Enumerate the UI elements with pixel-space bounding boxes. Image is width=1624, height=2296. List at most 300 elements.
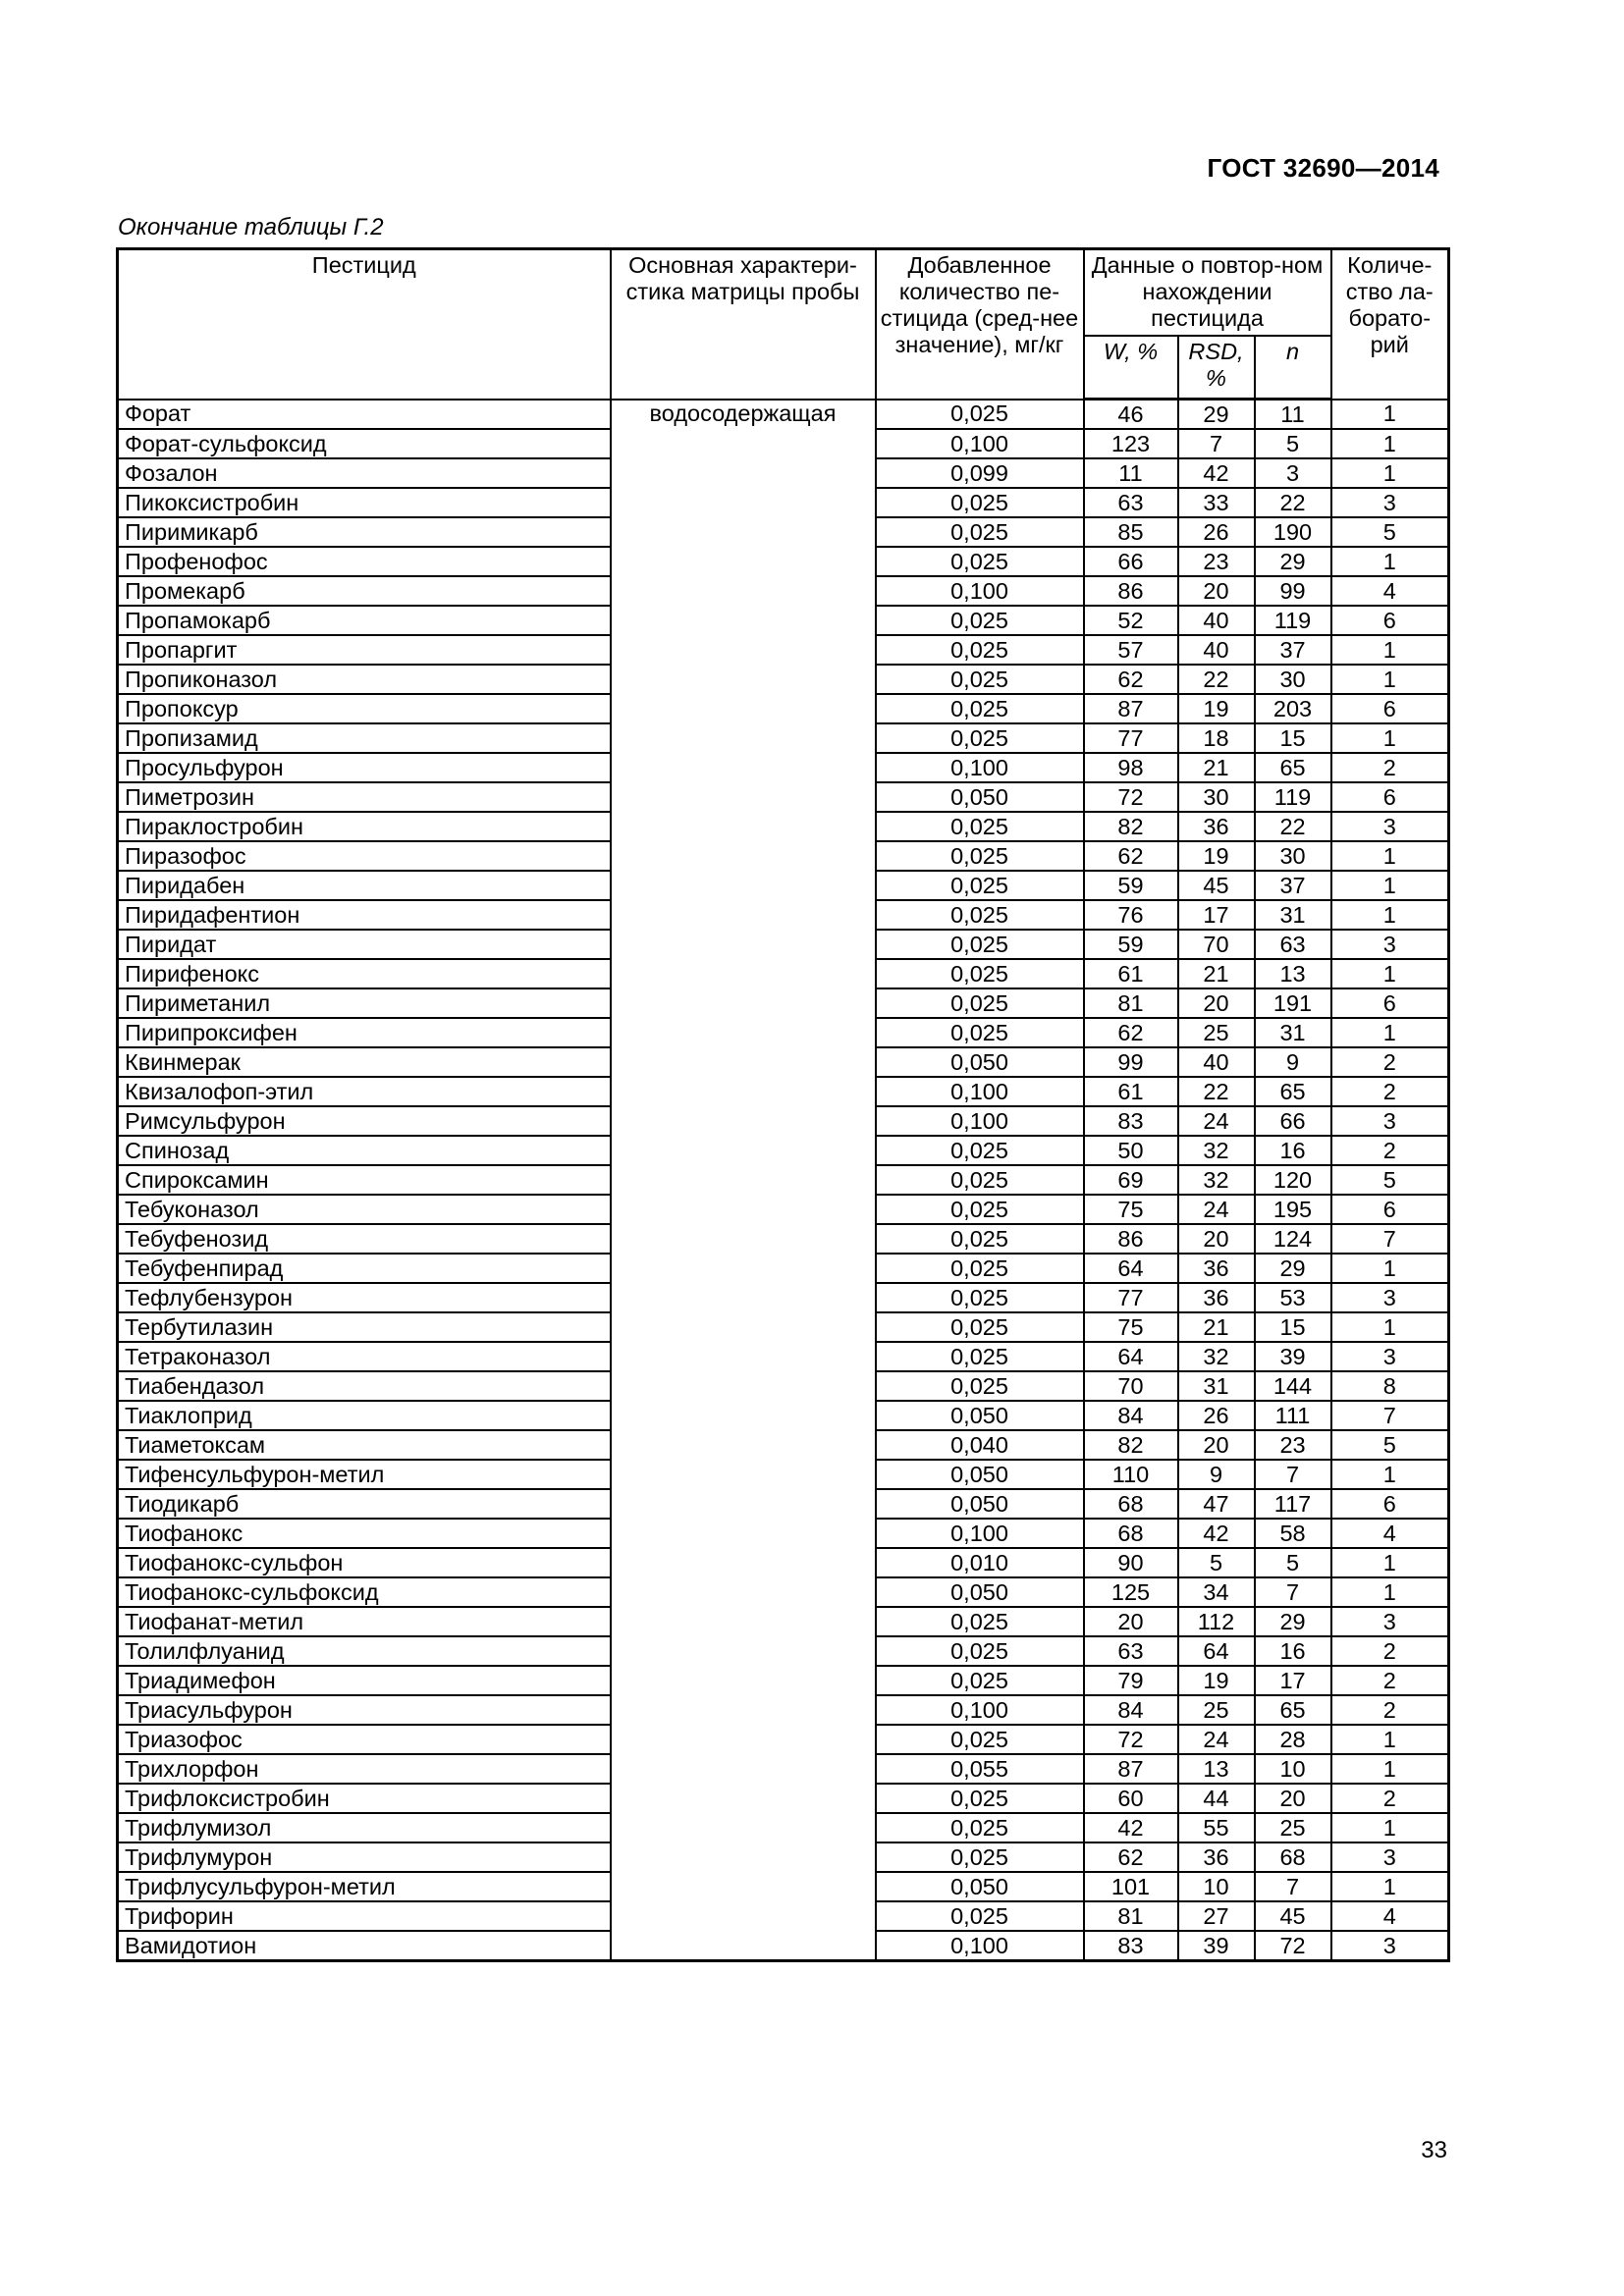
pesticide-name-cell: Тиофанокс-сульфоксид <box>118 1577 611 1607</box>
w-cell: 83 <box>1084 1106 1178 1136</box>
labs-count-cell: 1 <box>1331 723 1449 753</box>
added-amount-cell: 0,050 <box>876 1401 1084 1430</box>
rsd-cell: 64 <box>1178 1636 1255 1666</box>
labs-count-cell: 6 <box>1331 988 1449 1018</box>
rsd-cell: 30 <box>1178 782 1255 812</box>
added-amount-cell: 0,025 <box>876 1607 1084 1636</box>
added-amount-cell: 0,025 <box>876 1842 1084 1872</box>
pesticide-name-cell: Пропоксур <box>118 694 611 723</box>
n-cell: 195 <box>1255 1195 1331 1224</box>
added-amount-cell: 0,025 <box>876 694 1084 723</box>
added-amount-cell: 0,100 <box>876 753 1084 782</box>
added-amount-cell: 0,025 <box>876 1165 1084 1195</box>
labs-count-cell: 4 <box>1331 576 1449 606</box>
pesticide-name-cell: Тифенсульфурон-метил <box>118 1460 611 1489</box>
rsd-cell: 26 <box>1178 517 1255 547</box>
pesticide-name-cell: Тиаклоприд <box>118 1401 611 1430</box>
n-cell: 22 <box>1255 812 1331 841</box>
added-amount-cell: 0,025 <box>876 665 1084 694</box>
pesticide-name-cell: Трифлусульфурон-метил <box>118 1872 611 1901</box>
rsd-cell: 112 <box>1178 1607 1255 1636</box>
w-cell: 68 <box>1084 1489 1178 1519</box>
rsd-cell: 24 <box>1178 1725 1255 1754</box>
labs-count-cell: 1 <box>1331 841 1449 871</box>
w-cell: 75 <box>1084 1312 1178 1342</box>
added-amount-cell: 0,050 <box>876 1460 1084 1489</box>
pesticide-name-cell: Квинмерак <box>118 1047 611 1077</box>
header-rsd: RSD, % <box>1178 336 1255 400</box>
pesticide-name-cell: Форат <box>118 400 611 430</box>
w-cell: 110 <box>1084 1460 1178 1489</box>
pesticide-name-cell: Пириметанил <box>118 988 611 1018</box>
n-cell: 9 <box>1255 1047 1331 1077</box>
added-amount-cell: 0,025 <box>876 1342 1084 1371</box>
rsd-cell: 40 <box>1178 635 1255 665</box>
n-cell: 29 <box>1255 1254 1331 1283</box>
w-cell: 98 <box>1084 753 1178 782</box>
pesticide-name-cell: Спироксамин <box>118 1165 611 1195</box>
pesticide-name-cell: Пикоксистробин <box>118 488 611 517</box>
labs-count-cell: 1 <box>1331 458 1449 488</box>
labs-count-cell: 1 <box>1331 1254 1449 1283</box>
pesticide-name-cell: Трифлоксистробин <box>118 1784 611 1813</box>
w-cell: 70 <box>1084 1371 1178 1401</box>
n-cell: 190 <box>1255 517 1331 547</box>
rsd-cell: 26 <box>1178 1401 1255 1430</box>
header-matrix: Основная характери-стика матрицы пробы <box>611 249 876 400</box>
w-cell: 61 <box>1084 1077 1178 1106</box>
added-amount-cell: 0,100 <box>876 1077 1084 1106</box>
pesticide-name-cell: Толилфлуанид <box>118 1636 611 1666</box>
n-cell: 65 <box>1255 1077 1331 1106</box>
n-cell: 29 <box>1255 547 1331 576</box>
w-cell: 11 <box>1084 458 1178 488</box>
n-cell: 11 <box>1255 400 1331 430</box>
pesticide-name-cell: Пропамокарб <box>118 606 611 635</box>
n-cell: 203 <box>1255 694 1331 723</box>
pesticide-name-cell: Просульфурон <box>118 753 611 782</box>
pesticide-name-cell: Пропаргит <box>118 635 611 665</box>
w-cell: 87 <box>1084 694 1178 723</box>
n-cell: 7 <box>1255 1872 1331 1901</box>
pesticide-name-cell: Квизалофоп-этил <box>118 1077 611 1106</box>
w-cell: 86 <box>1084 576 1178 606</box>
w-cell: 63 <box>1084 488 1178 517</box>
added-amount-cell: 0,100 <box>876 576 1084 606</box>
rsd-cell: 44 <box>1178 1784 1255 1813</box>
w-cell: 72 <box>1084 782 1178 812</box>
labs-count-cell: 1 <box>1331 635 1449 665</box>
pesticide-name-cell: Тетраконазол <box>118 1342 611 1371</box>
added-amount-cell: 0,025 <box>876 1666 1084 1695</box>
pesticide-name-cell: Тербутилазин <box>118 1312 611 1342</box>
rsd-cell: 27 <box>1178 1901 1255 1931</box>
rsd-cell: 40 <box>1178 1047 1255 1077</box>
header-added-amount: Добавленное количество пе-стицида (сред-нее значение), мг/кг <box>876 249 1084 400</box>
labs-count-cell: 2 <box>1331 1136 1449 1165</box>
matrix-cell: водосодержащая <box>611 400 876 1961</box>
rsd-cell: 39 <box>1178 1931 1255 1961</box>
labs-count-cell: 3 <box>1331 1283 1449 1312</box>
added-amount-cell: 0,040 <box>876 1430 1084 1460</box>
n-cell: 28 <box>1255 1725 1331 1754</box>
w-cell: 59 <box>1084 871 1178 900</box>
w-cell: 86 <box>1084 1224 1178 1254</box>
rsd-cell: 32 <box>1178 1342 1255 1371</box>
labs-count-cell: 3 <box>1331 488 1449 517</box>
added-amount-cell: 0,025 <box>876 812 1084 841</box>
w-cell: 20 <box>1084 1607 1178 1636</box>
pesticide-name-cell: Тиаметоксам <box>118 1430 611 1460</box>
pesticide-name-cell: Пиримикарб <box>118 517 611 547</box>
pesticide-name-cell: Пирипроксифен <box>118 1018 611 1047</box>
w-cell: 123 <box>1084 429 1178 458</box>
rsd-cell: 70 <box>1178 930 1255 959</box>
pesticide-name-cell: Пропизамид <box>118 723 611 753</box>
labs-count-cell: 1 <box>1331 871 1449 900</box>
rsd-cell: 13 <box>1178 1754 1255 1784</box>
added-amount-cell: 0,025 <box>876 488 1084 517</box>
w-cell: 64 <box>1084 1254 1178 1283</box>
rsd-cell: 23 <box>1178 547 1255 576</box>
labs-count-cell: 6 <box>1331 694 1449 723</box>
added-amount-cell: 0,100 <box>876 429 1084 458</box>
added-amount-cell: 0,025 <box>876 606 1084 635</box>
rsd-cell: 31 <box>1178 1371 1255 1401</box>
w-cell: 79 <box>1084 1666 1178 1695</box>
labs-count-cell: 1 <box>1331 400 1449 430</box>
added-amount-cell: 0,025 <box>876 1725 1084 1754</box>
rsd-cell: 9 <box>1178 1460 1255 1489</box>
labs-count-cell: 3 <box>1331 1607 1449 1636</box>
added-amount-cell: 0,025 <box>876 1018 1084 1047</box>
labs-count-cell: 3 <box>1331 1106 1449 1136</box>
w-cell: 77 <box>1084 723 1178 753</box>
n-cell: 58 <box>1255 1519 1331 1548</box>
labs-count-cell: 3 <box>1331 812 1449 841</box>
n-cell: 66 <box>1255 1106 1331 1136</box>
added-amount-cell: 0,025 <box>876 1312 1084 1342</box>
labs-count-cell: 1 <box>1331 1312 1449 1342</box>
rsd-cell: 55 <box>1178 1813 1255 1842</box>
n-cell: 99 <box>1255 576 1331 606</box>
added-amount-cell: 0,025 <box>876 1901 1084 1931</box>
n-cell: 111 <box>1255 1401 1331 1430</box>
rsd-cell: 20 <box>1178 988 1255 1018</box>
w-cell: 125 <box>1084 1577 1178 1607</box>
w-cell: 101 <box>1084 1872 1178 1901</box>
rsd-cell: 19 <box>1178 1666 1255 1695</box>
added-amount-cell: 0,055 <box>876 1754 1084 1784</box>
added-amount-cell: 0,025 <box>876 1224 1084 1254</box>
pesticide-name-cell: Тебуфенозид <box>118 1224 611 1254</box>
n-cell: 31 <box>1255 900 1331 930</box>
added-amount-cell: 0,025 <box>876 1636 1084 1666</box>
added-amount-cell: 0,025 <box>876 1283 1084 1312</box>
rsd-cell: 29 <box>1178 400 1255 430</box>
added-amount-cell: 0,050 <box>876 1577 1084 1607</box>
n-cell: 119 <box>1255 606 1331 635</box>
rsd-cell: 45 <box>1178 871 1255 900</box>
rsd-cell: 17 <box>1178 900 1255 930</box>
pesticide-name-cell: Тебуконазол <box>118 1195 611 1224</box>
n-cell: 10 <box>1255 1754 1331 1784</box>
rsd-cell: 21 <box>1178 1312 1255 1342</box>
rsd-cell: 7 <box>1178 429 1255 458</box>
pesticide-name-cell: Тиофанат-метил <box>118 1607 611 1636</box>
pesticide-name-cell: Пираклостробин <box>118 812 611 841</box>
labs-count-cell: 2 <box>1331 1077 1449 1106</box>
labs-count-cell: 1 <box>1331 1872 1449 1901</box>
labs-count-cell: 1 <box>1331 429 1449 458</box>
added-amount-cell: 0,025 <box>876 841 1084 871</box>
added-amount-cell: 0,099 <box>876 458 1084 488</box>
n-cell: 63 <box>1255 930 1331 959</box>
w-cell: 90 <box>1084 1548 1178 1577</box>
labs-count-cell: 2 <box>1331 1047 1449 1077</box>
added-amount-cell: 0,100 <box>876 1931 1084 1961</box>
labs-count-cell: 6 <box>1331 1195 1449 1224</box>
pesticide-name-cell: Тиофанокс <box>118 1519 611 1548</box>
rsd-cell: 20 <box>1178 1224 1255 1254</box>
n-cell: 5 <box>1255 1548 1331 1577</box>
rsd-cell: 32 <box>1178 1165 1255 1195</box>
added-amount-cell: 0,100 <box>876 1106 1084 1136</box>
labs-count-cell: 1 <box>1331 547 1449 576</box>
pesticide-name-cell: Пиразофос <box>118 841 611 871</box>
w-cell: 81 <box>1084 988 1178 1018</box>
labs-count-cell: 1 <box>1331 665 1449 694</box>
n-cell: 31 <box>1255 1018 1331 1047</box>
added-amount-cell: 0,050 <box>876 1872 1084 1901</box>
pesticide-name-cell: Пиридафентион <box>118 900 611 930</box>
added-amount-cell: 0,025 <box>876 1371 1084 1401</box>
pesticide-name-cell: Тиабендазол <box>118 1371 611 1401</box>
rsd-cell: 5 <box>1178 1548 1255 1577</box>
pesticide-name-cell: Трихлорфон <box>118 1754 611 1784</box>
rsd-cell: 10 <box>1178 1872 1255 1901</box>
rsd-cell: 21 <box>1178 959 1255 988</box>
w-cell: 76 <box>1084 900 1178 930</box>
header-labs-count: Количе-ство ла-борато-рий <box>1331 249 1449 400</box>
rsd-cell: 20 <box>1178 576 1255 606</box>
added-amount-cell: 0,025 <box>876 517 1084 547</box>
n-cell: 7 <box>1255 1460 1331 1489</box>
pesticide-table <box>116 247 1450 1962</box>
added-amount-cell: 0,025 <box>876 900 1084 930</box>
rsd-cell: 42 <box>1178 1519 1255 1548</box>
rsd-cell: 19 <box>1178 841 1255 871</box>
header-n: n <box>1255 336 1331 400</box>
labs-count-cell: 6 <box>1331 1489 1449 1519</box>
n-cell: 30 <box>1255 841 1331 871</box>
w-cell: 84 <box>1084 1401 1178 1430</box>
labs-count-cell: 1 <box>1331 1725 1449 1754</box>
rsd-cell: 36 <box>1178 1254 1255 1283</box>
labs-count-cell: 2 <box>1331 1636 1449 1666</box>
w-cell: 83 <box>1084 1931 1178 1961</box>
w-cell: 62 <box>1084 1842 1178 1872</box>
n-cell: 124 <box>1255 1224 1331 1254</box>
n-cell: 191 <box>1255 988 1331 1018</box>
pesticide-name-cell: Форат-сульфоксид <box>118 429 611 458</box>
page-number: 33 <box>1421 2137 1447 2163</box>
labs-count-cell: 3 <box>1331 1342 1449 1371</box>
n-cell: 37 <box>1255 871 1331 900</box>
w-cell: 77 <box>1084 1283 1178 1312</box>
added-amount-cell: 0,025 <box>876 400 1084 430</box>
labs-count-cell: 1 <box>1331 1548 1449 1577</box>
added-amount-cell: 0,100 <box>876 1519 1084 1548</box>
labs-count-cell: 4 <box>1331 1901 1449 1931</box>
labs-count-cell: 5 <box>1331 1165 1449 1195</box>
w-cell: 75 <box>1084 1195 1178 1224</box>
w-cell: 82 <box>1084 1430 1178 1460</box>
labs-count-cell: 3 <box>1331 1842 1449 1872</box>
pesticide-name-cell: Тебуфенпирад <box>118 1254 611 1283</box>
rsd-cell: 40 <box>1178 606 1255 635</box>
n-cell: 3 <box>1255 458 1331 488</box>
pesticide-name-cell: Триасульфурон <box>118 1695 611 1725</box>
n-cell: 53 <box>1255 1283 1331 1312</box>
w-cell: 62 <box>1084 665 1178 694</box>
w-cell: 63 <box>1084 1636 1178 1666</box>
n-cell: 72 <box>1255 1931 1331 1961</box>
pesticide-name-cell: Промекарб <box>118 576 611 606</box>
labs-count-cell: 7 <box>1331 1401 1449 1430</box>
added-amount-cell: 0,025 <box>876 1813 1084 1842</box>
added-amount-cell: 0,010 <box>876 1548 1084 1577</box>
labs-count-cell: 5 <box>1331 517 1449 547</box>
w-cell: 82 <box>1084 812 1178 841</box>
labs-count-cell: 3 <box>1331 1931 1449 1961</box>
added-amount-cell: 0,050 <box>876 1489 1084 1519</box>
w-cell: 61 <box>1084 959 1178 988</box>
n-cell: 39 <box>1255 1342 1331 1371</box>
header-w: W, % <box>1084 336 1178 400</box>
n-cell: 15 <box>1255 723 1331 753</box>
pesticide-name-cell: Спинозад <box>118 1136 611 1165</box>
rsd-cell: 24 <box>1178 1195 1255 1224</box>
labs-count-cell: 1 <box>1331 1754 1449 1784</box>
added-amount-cell: 0,025 <box>876 871 1084 900</box>
rsd-cell: 21 <box>1178 753 1255 782</box>
n-cell: 65 <box>1255 753 1331 782</box>
rsd-cell: 36 <box>1178 812 1255 841</box>
labs-count-cell: 1 <box>1331 900 1449 930</box>
n-cell: 119 <box>1255 782 1331 812</box>
rsd-cell: 22 <box>1178 1077 1255 1106</box>
n-cell: 22 <box>1255 488 1331 517</box>
w-cell: 84 <box>1084 1695 1178 1725</box>
table-caption: Окончание таблицы Г.2 <box>118 214 384 240</box>
rsd-cell: 25 <box>1178 1018 1255 1047</box>
added-amount-cell: 0,025 <box>876 1254 1084 1283</box>
header-pesticide: Пестицид <box>118 249 611 400</box>
n-cell: 20 <box>1255 1784 1331 1813</box>
n-cell: 7 <box>1255 1577 1331 1607</box>
labs-count-cell: 6 <box>1331 606 1449 635</box>
rsd-cell: 22 <box>1178 665 1255 694</box>
n-cell: 65 <box>1255 1695 1331 1725</box>
labs-count-cell: 2 <box>1331 1666 1449 1695</box>
w-cell: 46 <box>1084 400 1178 430</box>
pesticide-name-cell: Пропиконазол <box>118 665 611 694</box>
pesticide-name-cell: Профенофос <box>118 547 611 576</box>
n-cell: 45 <box>1255 1901 1331 1931</box>
w-cell: 52 <box>1084 606 1178 635</box>
n-cell: 5 <box>1255 429 1331 458</box>
added-amount-cell: 0,025 <box>876 959 1084 988</box>
rsd-cell: 34 <box>1178 1577 1255 1607</box>
pesticide-name-cell: Триазофос <box>118 1725 611 1754</box>
n-cell: 16 <box>1255 1136 1331 1165</box>
pesticide-name-cell: Фозалон <box>118 458 611 488</box>
n-cell: 13 <box>1255 959 1331 988</box>
n-cell: 30 <box>1255 665 1331 694</box>
w-cell: 57 <box>1084 635 1178 665</box>
w-cell: 99 <box>1084 1047 1178 1077</box>
table-row <box>118 400 1449 430</box>
document-code: ГОСТ 32690—2014 <box>1207 153 1439 183</box>
added-amount-cell: 0,025 <box>876 930 1084 959</box>
rsd-cell: 36 <box>1178 1842 1255 1872</box>
added-amount-cell: 0,025 <box>876 1195 1084 1224</box>
labs-count-cell: 1 <box>1331 1460 1449 1489</box>
labs-count-cell: 6 <box>1331 782 1449 812</box>
pesticide-name-cell: Пиридат <box>118 930 611 959</box>
w-cell: 85 <box>1084 517 1178 547</box>
added-amount-cell: 0,025 <box>876 547 1084 576</box>
w-cell: 87 <box>1084 1754 1178 1784</box>
w-cell: 72 <box>1084 1725 1178 1754</box>
n-cell: 68 <box>1255 1842 1331 1872</box>
w-cell: 64 <box>1084 1342 1178 1371</box>
w-cell: 66 <box>1084 547 1178 576</box>
w-cell: 81 <box>1084 1901 1178 1931</box>
added-amount-cell: 0,025 <box>876 1784 1084 1813</box>
pesticide-name-cell: Римсульфурон <box>118 1106 611 1136</box>
rsd-cell: 33 <box>1178 488 1255 517</box>
header-recovery-group: Данные о повтор-ном нахождении пестицида <box>1084 249 1331 337</box>
pesticide-name-cell: Пирифенокс <box>118 959 611 988</box>
rsd-cell: 24 <box>1178 1106 1255 1136</box>
w-cell: 69 <box>1084 1165 1178 1195</box>
n-cell: 17 <box>1255 1666 1331 1695</box>
n-cell: 15 <box>1255 1312 1331 1342</box>
pesticide-name-cell: Тефлубензурон <box>118 1283 611 1312</box>
pesticide-name-cell: Триадимефон <box>118 1666 611 1695</box>
w-cell: 42 <box>1084 1813 1178 1842</box>
labs-count-cell: 1 <box>1331 1018 1449 1047</box>
pesticide-name-cell: Пиметрозин <box>118 782 611 812</box>
n-cell: 25 <box>1255 1813 1331 1842</box>
pesticide-name-cell: Трифлумурон <box>118 1842 611 1872</box>
labs-count-cell: 1 <box>1331 1813 1449 1842</box>
rsd-cell: 47 <box>1178 1489 1255 1519</box>
added-amount-cell: 0,050 <box>876 782 1084 812</box>
pesticide-name-cell: Трифлумизол <box>118 1813 611 1842</box>
n-cell: 37 <box>1255 635 1331 665</box>
w-cell: 50 <box>1084 1136 1178 1165</box>
added-amount-cell: 0,025 <box>876 1136 1084 1165</box>
n-cell: 29 <box>1255 1607 1331 1636</box>
rsd-cell: 18 <box>1178 723 1255 753</box>
labs-count-cell: 2 <box>1331 753 1449 782</box>
labs-count-cell: 3 <box>1331 930 1449 959</box>
added-amount-cell: 0,100 <box>876 1695 1084 1725</box>
added-amount-cell: 0,025 <box>876 723 1084 753</box>
